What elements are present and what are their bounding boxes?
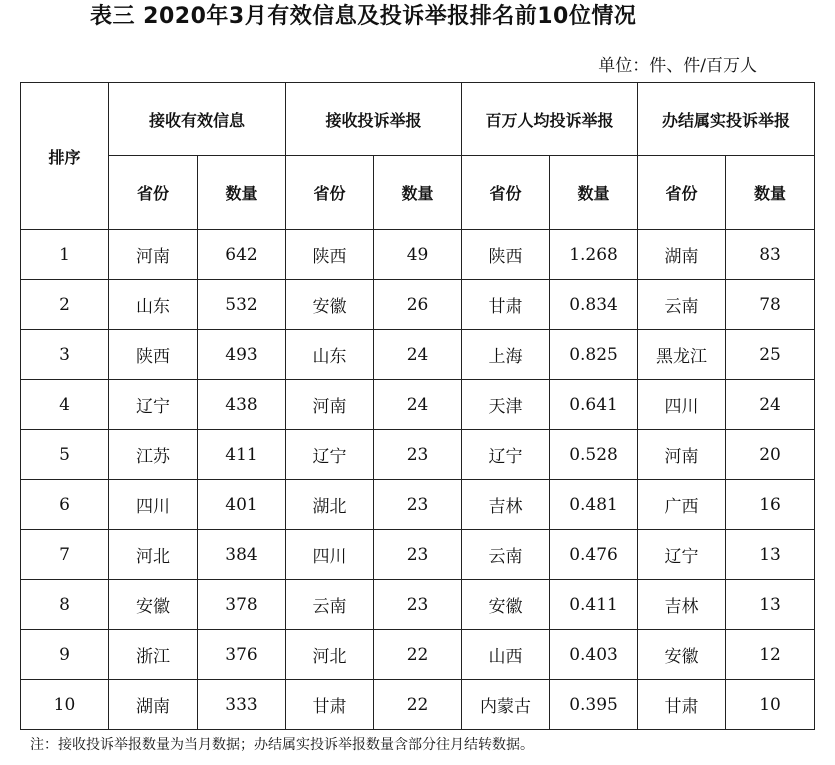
count-cell: 13 <box>726 580 815 630</box>
rank-cell: 4 <box>21 380 109 430</box>
header-group-valid-info: 接收有效信息 <box>109 83 286 156</box>
count-cell: 22 <box>374 630 462 680</box>
province-cell: 黑龙江 <box>638 330 726 380</box>
rank-cell: 6 <box>21 480 109 530</box>
province-cell: 河南 <box>638 430 726 480</box>
rank-cell: 8 <box>21 580 109 630</box>
province-cell: 河北 <box>286 630 374 680</box>
count-cell: 23 <box>374 530 462 580</box>
count-cell: 23 <box>374 580 462 630</box>
count-cell: 493 <box>198 330 286 380</box>
count-cell: 384 <box>198 530 286 580</box>
count-cell: 1.268 <box>550 230 638 280</box>
header-count: 数量 <box>726 156 815 230</box>
province-cell: 辽宁 <box>638 530 726 580</box>
province-cell: 广西 <box>638 480 726 530</box>
header-province: 省份 <box>638 156 726 230</box>
count-cell: 83 <box>726 230 815 280</box>
table-row <box>21 530 815 580</box>
province-cell: 四川 <box>109 480 198 530</box>
province-cell: 湖北 <box>286 480 374 530</box>
province-cell: 吉林 <box>462 480 550 530</box>
rank-cell: 10 <box>21 680 109 730</box>
province-cell: 陕西 <box>109 330 198 380</box>
province-cell: 山东 <box>109 280 198 330</box>
table-row <box>21 380 815 430</box>
province-cell: 河南 <box>286 380 374 430</box>
province-cell: 江苏 <box>109 430 198 480</box>
table-row <box>21 330 815 380</box>
province-cell: 甘肃 <box>638 680 726 730</box>
province-cell: 辽宁 <box>286 430 374 480</box>
province-cell: 内蒙古 <box>462 680 550 730</box>
table-row <box>21 430 815 480</box>
count-cell: 49 <box>374 230 462 280</box>
header-province: 省份 <box>462 156 550 230</box>
table-row <box>21 680 815 730</box>
province-cell: 云南 <box>286 580 374 630</box>
count-cell: 376 <box>198 630 286 680</box>
count-cell: 13 <box>726 530 815 580</box>
count-cell: 10 <box>726 680 815 730</box>
count-cell: 26 <box>374 280 462 330</box>
count-cell: 23 <box>374 430 462 480</box>
province-cell: 安徽 <box>109 580 198 630</box>
count-cell: 24 <box>374 330 462 380</box>
count-cell: 0.641 <box>550 380 638 430</box>
table-row <box>21 580 815 630</box>
table-row <box>21 480 815 530</box>
count-cell: 23 <box>374 480 462 530</box>
count-cell: 0.403 <box>550 630 638 680</box>
count-cell: 411 <box>198 430 286 480</box>
count-cell: 401 <box>198 480 286 530</box>
province-cell: 安徽 <box>462 580 550 630</box>
count-cell: 25 <box>726 330 815 380</box>
province-cell: 辽宁 <box>109 380 198 430</box>
count-cell: 333 <box>198 680 286 730</box>
count-cell: 0.528 <box>550 430 638 480</box>
rank-cell: 2 <box>21 280 109 330</box>
province-cell: 山东 <box>286 330 374 380</box>
rank-cell: 3 <box>21 330 109 380</box>
count-cell: 532 <box>198 280 286 330</box>
province-cell: 天津 <box>462 380 550 430</box>
count-cell: 0.481 <box>550 480 638 530</box>
count-cell: 24 <box>374 380 462 430</box>
province-cell: 四川 <box>286 530 374 580</box>
rank-cell: 5 <box>21 430 109 480</box>
header-count: 数量 <box>198 156 286 230</box>
header-group-resolved: 办结属实投诉举报 <box>638 83 815 156</box>
count-cell: 0.411 <box>550 580 638 630</box>
header-province: 省份 <box>286 156 374 230</box>
province-cell: 河南 <box>109 230 198 280</box>
province-cell: 甘肃 <box>462 280 550 330</box>
province-cell: 云南 <box>462 530 550 580</box>
page-title: 表三 2020年3月有效信息及投诉举报排名前10位情况 <box>90 4 637 29</box>
province-cell: 辽宁 <box>462 430 550 480</box>
count-cell: 0.395 <box>550 680 638 730</box>
count-cell: 20 <box>726 430 815 480</box>
table-row <box>21 280 815 330</box>
table-row <box>21 630 815 680</box>
ranking-table <box>20 82 815 730</box>
province-cell: 上海 <box>462 330 550 380</box>
province-cell: 陕西 <box>286 230 374 280</box>
count-cell: 378 <box>198 580 286 630</box>
header-rank: 排序 <box>21 83 109 230</box>
header-province: 省份 <box>109 156 198 230</box>
count-cell: 16 <box>726 480 815 530</box>
rank-cell: 1 <box>21 230 109 280</box>
count-cell: 24 <box>726 380 815 430</box>
province-cell: 云南 <box>638 280 726 330</box>
header-group-per-million: 百万人均投诉举报 <box>462 83 638 156</box>
province-cell: 湖南 <box>638 230 726 280</box>
rank-cell: 9 <box>21 630 109 680</box>
count-cell: 438 <box>198 380 286 430</box>
province-cell: 吉林 <box>638 580 726 630</box>
count-cell: 22 <box>374 680 462 730</box>
unit-label: 单位：件、件/百万人 <box>598 56 757 76</box>
header-count: 数量 <box>550 156 638 230</box>
count-cell: 78 <box>726 280 815 330</box>
province-cell: 甘肃 <box>286 680 374 730</box>
header-count: 数量 <box>374 156 462 230</box>
province-cell: 安徽 <box>638 630 726 680</box>
table-row <box>21 230 815 280</box>
rank-cell: 7 <box>21 530 109 580</box>
province-cell: 河北 <box>109 530 198 580</box>
count-cell: 642 <box>198 230 286 280</box>
province-cell: 山西 <box>462 630 550 680</box>
count-cell: 0.834 <box>550 280 638 330</box>
count-cell: 0.476 <box>550 530 638 580</box>
header-group-complaints: 接收投诉举报 <box>286 83 462 156</box>
province-cell: 浙江 <box>109 630 198 680</box>
table-body <box>21 230 815 730</box>
province-cell: 湖南 <box>109 680 198 730</box>
province-cell: 陕西 <box>462 230 550 280</box>
count-cell: 12 <box>726 630 815 680</box>
footnote: 注：接收投诉举报数量为当月数据；办结属实投诉举报数量含部分往月结转数据。 <box>30 737 534 753</box>
province-cell: 四川 <box>638 380 726 430</box>
count-cell: 0.825 <box>550 330 638 380</box>
province-cell: 安徽 <box>286 280 374 330</box>
